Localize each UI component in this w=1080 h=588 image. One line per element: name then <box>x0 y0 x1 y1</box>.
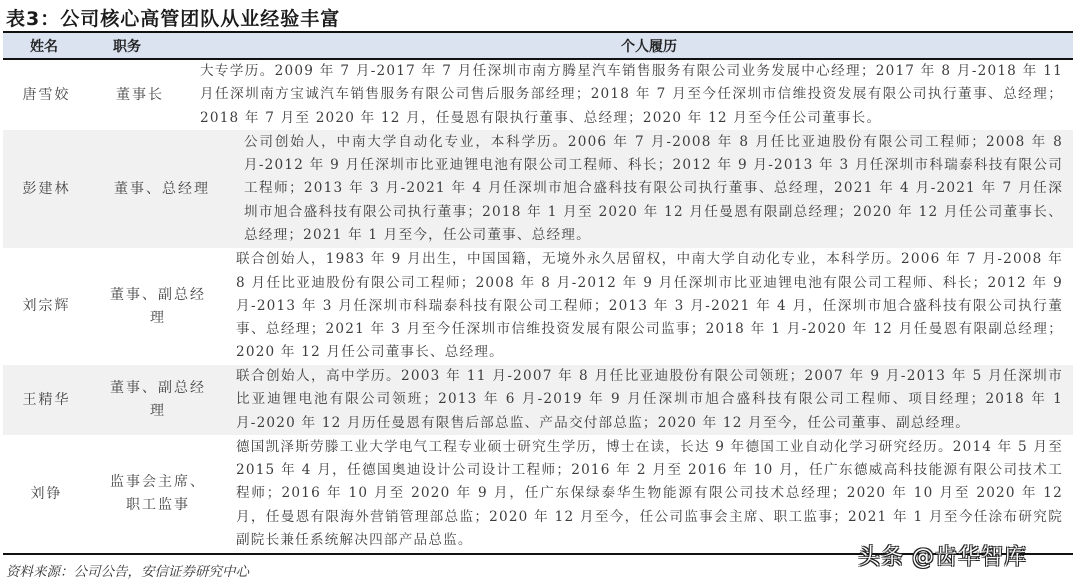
cell-name: 刘宗辉 <box>22 298 71 314</box>
cell-bio: 联合创始人，1983 年 9 月出生，中国国籍，无境外永久居留权，中南大学自动化专业，本科学历。2006 年 7 月-2008 年 8 月任比亚迪股份有限公司工程师；2008 年 8 月-2012 年 9 月任深圳市比亚迪锂电池有限公司工程师、科长；2012 年 9 月-2013 年 3 月任深圳市科瑞泰科技有限公司工程师；2013 年 3 月-2021 年 4 月，任深圳市旭合盛科技有限公司执行董事、总经理；2021 年 3 月至今任深圳市信维投资发展有限公司监事；2018 年 1 月-2020 年 12 月任曼恩有限副总经理；2020 年 12 月任公司董事长、总经理。 <box>236 251 1063 361</box>
source-note: 资料来源：公司公告，安信证券研究中心 <box>6 564 249 580</box>
cell-name: 刘铮 <box>30 485 63 502</box>
cell-name: 彭建林 <box>22 180 71 197</box>
cell-position: 监事会主席、职工监事 <box>110 474 206 513</box>
header-position: 职务 <box>113 38 141 55</box>
table-row <box>3 60 1073 130</box>
table-row <box>3 130 1073 248</box>
cell-bio: 公司创始人，中南大学自动化专业，本科学历。2006 年 7 月-2008 年 8 月任比亚迪股份有限公司工程师；2008 年 8 月-2012 年 9 月任深圳市比亚迪锂电池有限公司工程师、科长；2012 年 9 月-2013 年 3 月任深圳市科瑞泰科技有限公司工程师；2013 年 3 月-2021 年 4 月任深圳市旭合盛科技有限公司执行董事、总经理，2021 年 4 月-2021 年 7 月任深圳市旭合盛科技有限公司执行董事；2018 年 1 月至 2020 年 12 月任曼恩有限副总经理；2020 年 12 月任公司董事长、总经理；2021 年 1 月至今，任公司董事、总经理。 <box>244 133 1063 243</box>
cell-bio: 德国凯泽斯劳滕工业大学电气工程专业硕士研究生学历，博士在读，长达 9 年德国工业自动化学习研究经历。2014 年 5 月至 2015 年 4 月，任德国奥迪设计公司设计工程师；2016 年 2 月至 2016 年 10 月，任广东德威高科技能源有限公司技术工程师；2016 年 10 月至 2020 年 9 月，任广东保绿泰华生物能源有限公司技术总经理；2020 年 10 月至 2020 年 12 月，任曼恩有限海外营销管理部总监；2020 年 12 月至今，任公司监事会主席、职工监事；2021 年 1 月至今任涂布研究院副院长兼任系统解决四部产品总监。 <box>236 438 1063 548</box>
watermark: 头条 @齿华智库 <box>858 545 1027 570</box>
cell-bio: 联合创始人，高中学历。2003 年 11 月-2007 年 8 月任比亚迪股份有限公司领班；2007 年 9 月-2013 年 5 月任深圳市比亚迪锂电池有限公司领班；2013 年 6 月-2019 年 9 月任深圳市旭合盛科技有限公司工程师、项目经理；2018 年 1 月-2020 年 12 月历任曼恩有限售后部总监、产品交付部总监；2020 年 12 月至今，任公司董事、副总经理。 <box>236 368 1063 431</box>
executive-team-table <box>3 31 1073 555</box>
cell-position: 董事、副总经理 <box>110 286 206 326</box>
table-header <box>3 31 1073 60</box>
table-row <box>3 365 1073 435</box>
table-row <box>3 435 1073 553</box>
cell-bio: 大专学历。2009 年 7 月-2017 年 7 月任深圳市南方腾星汽车销售服务有限公司业务发展中心经理；2017 年 8 月-2018 年 11 月任深圳南方宝诚汽车销售服务有限公司售后服务部经理；2018 年 7 月至今任深圳市信维投资发展有限公司执行董事、总经理；2018 年 7 月至 2020 年 12 月，任曼恩有限执行董事、总经理；2020 年 12 月至今任公司董事长。 <box>200 63 1063 126</box>
cell-position: 董事长 <box>116 86 164 103</box>
cell-name: 王精华 <box>22 391 71 408</box>
header-name: 姓名 <box>30 38 58 55</box>
table-row <box>3 248 1073 365</box>
table-title: 表3：公司核心高管团队从业经验丰富 <box>6 8 341 30</box>
cell-name: 唐雪姣 <box>22 86 71 103</box>
cell-position: 董事、总经理 <box>114 180 210 197</box>
cell-position: 董事、副总经理 <box>110 380 206 419</box>
header-bio: 个人履历 <box>621 38 677 55</box>
